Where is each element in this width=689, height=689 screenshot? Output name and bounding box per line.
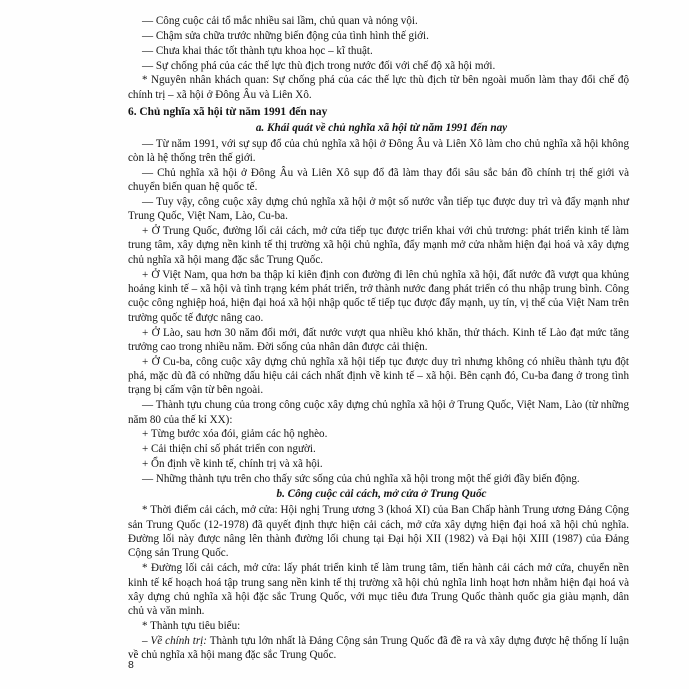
star-paragraph: * Thời điểm cải cách, mở cửa: Hội nghị Trung ương 3 (khoá XI) của Ban Chấp hành Trung ương Đảng Cộng sản Trung Quốc (12-1978) đã quyết định thực hiện cải cách, mở cửa xây dựng hiện đại hoá xã hội chủ nghĩa. Đường lối này được nâng lên thành đường lối chung tại Đại hội XII (1982) và Đại hội XIII (1987) của Đảng Cộng sản Trung Quốc. bbox=[128, 504, 629, 560]
plus-paragraph: + Ở Trung Quốc, đường lối cải cách, mở cửa tiếp tục được triển khai với chủ trương: phát triển kinh tế làm trung tâm, xây dựng nền kinh tế thị trường xã hội chủ nghĩa, đẩy mạnh mở cửa nhằm hiện đại hoá và xây dựng chủ nghĩa xã hội mang đặc sắc Trung Quốc. bbox=[128, 225, 629, 266]
dash-paragraph: — Công cuộc cải tổ mắc nhiều sai lầm, chủ quan và nóng vội. bbox=[142, 15, 418, 27]
star-paragraph: * Nguyên nhân khách quan: Sự chống phá của các thế lực thù địch từ bên ngoài muốn làm thay đổi chế độ chính trị – xã hội ở Đông Âu và Liên Xô. bbox=[128, 74, 629, 101]
star-paragraph: * Đường lối cải cách, mở cửa: lấy phát triển kinh tế làm trung tâm, tiến hành cải cách mở cửa, chuyển nền kinh tế kế hoạch hoá tập trung sang nền kinh tế thị trường xã hội chủ nghĩa linh hoạt hơn nhằm hiện đại hoá và xây dựng chủ nghĩa xã hội đặc sắc Trung Quốc, với mục tiêu đưa Trung Quốc thành quốc gia giàu mạnh, dân chủ và văn minh. bbox=[128, 562, 629, 618]
plus-paragraph: + Ở Lào, sau hơn 30 năm đổi mới, đất nước vượt qua nhiều khó khăn, thử thách. Kinh tế Lào đạt mức tăng trưởng cao trong nhiều năm. Đời sống của nhân dân được cải thiện. bbox=[128, 326, 629, 353]
dash-paragraph: — Chưa khai thác tốt thành tựu khoa học – kĩ thuật. bbox=[142, 44, 373, 57]
page-number: 8 bbox=[128, 659, 134, 671]
page-content bbox=[128, 14, 629, 663]
dash-paragraph: — Từ năm 1991, với sự sụp đổ của chủ nghĩa xã hội ở Đông Âu và Liên Xô làm cho chủ nghĩa xã hội không còn là hệ thống trên thế giới. bbox=[128, 137, 629, 164]
plus-paragraph: + Cải thiện chỉ số phát triển con người. bbox=[142, 443, 316, 456]
star-paragraph: * Thành tựu tiêu biểu: bbox=[142, 620, 241, 633]
plus-paragraph: + Ở Cu-ba, công cuộc xây dựng chủ nghĩa xã hội tiếp tục được duy trì nhưng không có nhiều thành tựu đột phá, mặc dù đã có những dấu hiệu cải cách nhất định về kinh tế – xã hội. Bên cạnh đó, Cu-ba đang ở trong tình trạng bị cấm vận từ bên ngoài. bbox=[128, 355, 629, 397]
dash-paragraph: — Tuy vậy, công cuộc xây dựng chủ nghĩa xã hội ở một số nước vẫn tiếp tục được duy trì và đẩy mạnh như Trung Quốc, Việt Nam, Lào, Cu-ba. bbox=[128, 195, 629, 223]
subsection-heading: b. Công cuộc cải cách, mở cửa ở Trung Quốc bbox=[276, 488, 487, 501]
plus-paragraph: + Ở Việt Nam, qua hơn ba thập kỉ kiên định con đường đi lên chủ nghĩa xã hội, đất nước đã vượt qua khủng hoảng kinh tế – xã hội và tình trạng kém phát triển, trở thành nước đang phát triển có thu nhập trung bình. Công cuộc công nghiệp hoá, hiện đại hoá xã hội nhập quốc tế tiếp tục được đẩy mạnh, uy tín, vị thế của Việt Nam trên trường quốc tế được nâng cao. bbox=[128, 268, 629, 324]
italic-lead-in: – Về chính trị: bbox=[142, 634, 207, 647]
plus-paragraph: + Ổn định về kinh tế, chính trị và xã hội. bbox=[142, 458, 323, 471]
subsection-heading: a. Khái quát về chủ nghĩa xã hội từ năm 1991 đến nay bbox=[255, 121, 508, 134]
plus-paragraph: + Từng bước xóa đói, giảm các hộ nghèo. bbox=[142, 428, 328, 441]
dash-paragraph: — Chủ nghĩa xã hội ở Đông Âu và Liên Xô sụp đổ đã làm thay đổi sâu sắc bản đồ chính trị thế giới và chuyển biến quan hệ quốc tế. bbox=[128, 166, 629, 194]
dash-italic-paragraph bbox=[128, 634, 629, 663]
dash-paragraph: — Thành tựu chung của trong công cuộc xây dựng chủ nghĩa xã hội ở Trung Quốc, Việt Nam, Lào (từ những năm 80 của thế kỉ XX): bbox=[128, 399, 629, 426]
dash-paragraph: — Chậm sửa chữa trước những biến động của tình hình thế giới. bbox=[142, 29, 429, 42]
dash-paragraph: — Sự chống phá của các thế lực thù địch trong nước đối với chế độ xã hội mới. bbox=[142, 59, 496, 72]
dash-paragraph: — Những thành tựu trên cho thấy sức sống của chủ nghĩa xã hội trong một thế giới đầy biến động. bbox=[142, 472, 580, 485]
section-heading: 6. Chủ nghĩa xã hội từ năm 1991 đến nay bbox=[128, 105, 328, 118]
paragraph-text: Thành tựu lớn nhất là Đảng Cộng sản Trung Quốc đã đề ra và xây dựng được hệ thống lí luận về chủ nghĩa xã hội mang đặc sắc Trung Quốc. bbox=[128, 634, 630, 662]
